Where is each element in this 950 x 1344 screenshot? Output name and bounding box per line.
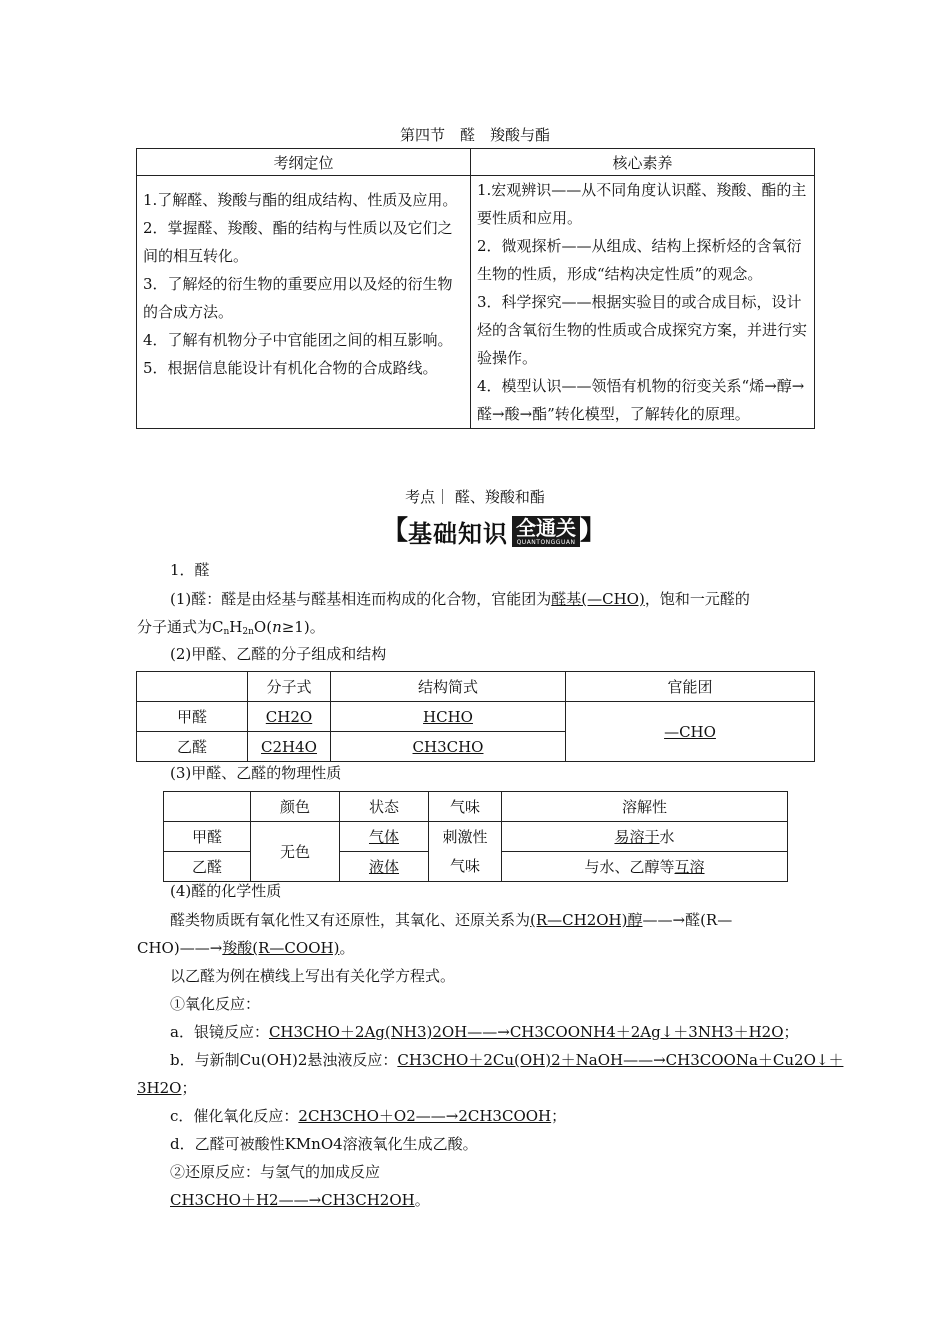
reaction-equation: CH3CHO＋H2——→CH3CH2OH (170, 1191, 415, 1209)
header-structure: 结构简式 (331, 672, 566, 702)
header-solubility: 溶解性 (502, 792, 788, 822)
text-run: O( (253, 618, 273, 636)
header-formula: 分子式 (248, 672, 331, 702)
physical-properties-table (163, 791, 788, 882)
answer-underlined: 互溶 (674, 858, 705, 876)
row-structure: CH3CHO (331, 732, 566, 762)
state-cell: 气体 (340, 822, 429, 852)
literacy-list (471, 176, 815, 429)
smell-cell (429, 822, 502, 882)
reaction-label: a．银镜反应： (170, 1023, 269, 1041)
text-run: CHO)——→ (137, 939, 223, 957)
subheading-structure: (2)甲醛、乙醛的分子组成和结构 (170, 645, 387, 663)
text-run: ； (181, 1079, 197, 1097)
text-run: ； (551, 1107, 567, 1125)
answer-underlined: (R—CH2OH)醇 (530, 911, 643, 929)
structure-table (136, 671, 815, 762)
row-formula: C2H4O (248, 732, 331, 762)
solubility-cell (502, 822, 788, 852)
row-name: 甲醛 (164, 822, 251, 852)
reaction-copper-hydroxide (170, 1049, 844, 1071)
text-run: ——→醛(R— (642, 911, 733, 929)
header-syllabus: 考纲定位 (137, 149, 471, 176)
reaction-equation: 2CH3CHO＋O2——→2CH3COOH (298, 1107, 552, 1125)
section-heading-aldehyde: 1．醛 (170, 561, 210, 579)
row-structure: HCHO (331, 702, 566, 732)
banner-badge-subtext: QUANTONGGUAN (516, 538, 576, 546)
oxidation-heading: ①氧化反应： (170, 995, 261, 1013)
reaction-permanganate: d．乙醛可被酸性KMnO4溶液氧化生成乙酸。 (170, 1135, 478, 1153)
page-title: 第四节 醛 羧酸与酯 (399, 126, 550, 144)
reaction-label: c．催化氧化反应： (170, 1107, 299, 1125)
answer-underlined: 易溶于 (614, 828, 660, 846)
text-run: 与水、乙醇等 (584, 858, 675, 876)
answer-underlined: 醛基(—CHO) (551, 590, 645, 608)
reaction-label: b．与新制Cu(OH)2悬浊液反应： (170, 1051, 398, 1069)
cell-blank (164, 792, 251, 822)
text-run: 分子通式为C (137, 618, 224, 636)
topic-heading: 考点｜ 醛、羧酸和酯 (405, 488, 545, 506)
banner-bracket-close: 】 (580, 516, 607, 546)
subheading-physical: (3)甲醛、乙醛的物理性质 (170, 764, 342, 782)
answer-underlined: 羧酸(R—COOH) (222, 939, 340, 957)
header-state: 状态 (340, 792, 429, 822)
table-row (164, 822, 788, 852)
reaction-equation: 3H2O (137, 1079, 182, 1097)
row-name: 甲醛 (137, 702, 248, 732)
smell-line: 刺激性 (442, 827, 488, 846)
syllabus-item: 1.了解醛、羧酸与酯的组成结构、性质及应用。 (143, 191, 458, 209)
row-formula: CH2O (248, 702, 331, 732)
header-core-literacy: 核心素养 (471, 149, 815, 176)
literacy-item: 4．模型认识——领悟有机物的衍变关系“烯→醇→醛→酸→酯”转化模型，了解转化的原理。 (477, 377, 805, 423)
text-run: ≥1)。 (281, 618, 325, 636)
reaction-equation: CH3CHO＋2Cu(OH)2＋NaOH——→CH3COONa＋Cu2O↓＋ (397, 1051, 844, 1069)
cell-blank (137, 672, 248, 702)
color-cell: 无色 (251, 822, 340, 882)
literacy-item: 2．微观探析——从组成、结构上探析烃的含氧衍生物的性质，形成“结构决定性质”的观念。 (477, 237, 802, 283)
banner-text: 基础知识 (408, 519, 509, 548)
text-run: 。 (414, 1191, 430, 1209)
syllabus-list (137, 176, 471, 429)
overview-table (136, 148, 815, 429)
banner-bracket-open: 【 (382, 516, 409, 546)
reaction-copper-hydroxide-cont (137, 1077, 817, 1099)
paragraph-formula (137, 616, 817, 638)
text-run: 醛类物质既有氧化性又有还原性，其氧化、还原关系为 (170, 911, 531, 929)
reaction-hydrogenation (170, 1189, 850, 1211)
subscript: n (223, 627, 230, 637)
reaction-equation: CH3CHO＋2Ag(NH3)2OH——→CH3COONH4＋2Ag↓＋3NH3＋H2O (268, 1023, 784, 1041)
header-color: 颜色 (251, 792, 340, 822)
reaction-catalytic-oxidation (170, 1105, 816, 1127)
text-run: 。 (339, 939, 355, 957)
syllabus-item: 5．根据信息能设计有机化合物的合成路线。 (143, 359, 438, 377)
banner-badge (512, 516, 580, 547)
text-run: 水 (659, 828, 675, 846)
row-name: 乙醛 (164, 852, 251, 882)
text-run: H (229, 618, 243, 636)
paragraph-redox-cont (137, 937, 817, 959)
header-functional-group: 官能团 (566, 672, 815, 702)
reaction-silver-mirror (170, 1021, 816, 1043)
paragraph-redox (170, 909, 816, 931)
section-banner (382, 514, 606, 548)
reduction-heading: ②还原反应：与氢气的加成反应 (170, 1163, 381, 1181)
header-smell: 气味 (429, 792, 502, 822)
subheading-chemical: (4)醛的化学性质 (170, 882, 282, 900)
state-cell: 液体 (340, 852, 429, 882)
solubility-cell (502, 852, 788, 882)
syllabus-item: 4．了解有机物分子中官能团之间的相互影响。 (143, 331, 453, 349)
text-run: ； (783, 1023, 799, 1041)
italic-n: n (272, 618, 282, 636)
text-run: ，饱和一元醛的 (644, 590, 750, 608)
smell-line: 气味 (449, 856, 480, 875)
paragraph-definition (170, 588, 816, 610)
paragraph-example-intro: 以乙醛为例在横线上写出有关化学方程式。 (170, 967, 456, 985)
syllabus-item: 3．了解烃的衍生物的重要应用以及烃的衍生物的合成方法。 (143, 275, 453, 321)
literacy-item: 3．科学探究——根据实验目的或合成目标，设计烃的含氧衍生物的性质或合成探究方案，并进行实验操作。 (477, 293, 808, 367)
syllabus-item: 2．掌握醛、羧酸、酯的结构与性质以及它们之间的相互转化。 (143, 219, 453, 265)
text-run: (1)醛：醛是由烃基与醛基相连而构成的化合物，官能团为 (170, 590, 552, 608)
literacy-item: 1.宏观辨识——从不同角度认识醛、羧酸、酯的主要性质和应用。 (477, 181, 807, 227)
banner-badge-text: 全通关 (516, 515, 577, 540)
table-row (137, 702, 815, 732)
functional-group: —CHO (566, 702, 815, 762)
subscript: 2n (242, 627, 254, 637)
row-name: 乙醛 (137, 732, 248, 762)
